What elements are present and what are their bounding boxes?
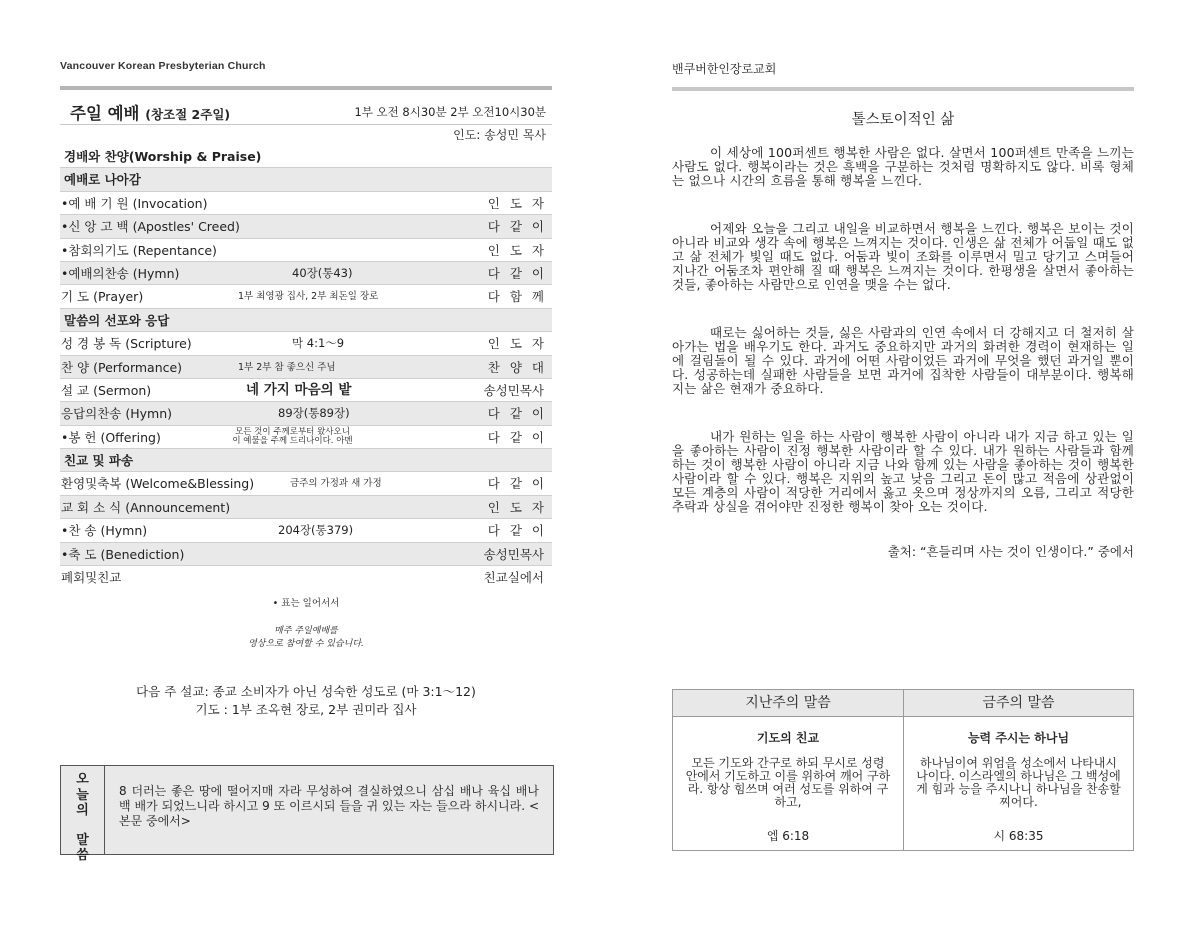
order-item: [60, 472, 552, 495]
last-week-verse: [673, 690, 904, 850]
service-subtitle: (창조절 2주일): [145, 107, 231, 122]
order-item-name: 경배와 찬양(Worship & Praise): [64, 149, 262, 164]
essay-paragraph: 내가 원하는 일을 하는 사람이 행복한 사람이 아니라 내가 지금 하고 있는 일을 좋아하는 사람이 진정 행복한 사람이라 할 수 있다. 내가 원하는 사람들과 함께 하는 것이 행복한 사람이 아니라 지금 나와 함께 있는 사람을 좋아하는 것이 행복한 사람이라 할 수 있다. 행복은 지위의 높고 낮음 그리고 돈이 많고 적음에 상관없이 모든 계층의 사람이 적당한 거리에서 옳고 옷으며 정상까지의 오름, 그리고 적당한 추락과 상실을 겪어야만 진정한 행복이 찾아 오는 것이다.: [672, 429, 1134, 514]
header-rule: [60, 86, 552, 90]
order-section: [60, 309, 552, 332]
order-item-leader: 다같이: [487, 429, 554, 445]
last-week-title: 기도의 친교: [756, 731, 820, 745]
today-word-label-char: 의: [76, 803, 89, 818]
order-item-leader: 인도자: [487, 195, 554, 211]
order-item-detail: 네 가지 마음의 밭: [246, 381, 352, 398]
order-item-name: •예 배 기 원 (Invocation): [61, 195, 208, 211]
order-item-name: 성 경 봉 독 (Scripture): [61, 336, 192, 352]
order-item-detail: 40장(통43): [292, 265, 353, 280]
header-rule: [672, 87, 1134, 91]
right-page: [672, 60, 1134, 843]
order-item-leader: 인도자: [487, 242, 554, 258]
order-item-name: 설 교 (Sermon): [61, 382, 152, 398]
order-section: [60, 449, 552, 472]
order-item: [60, 239, 552, 262]
service-title-text: 주일 예배: [70, 104, 140, 123]
today-word-label-char: 말: [76, 832, 89, 848]
stand-note: • 표는 일어서서: [272, 598, 340, 610]
church-name-ko: 밴쿠버한인장로교회: [672, 62, 777, 76]
order-item: [60, 519, 552, 542]
order-item: [60, 215, 552, 238]
order-item-name: •봉 헌 (Offering): [61, 429, 161, 445]
last-week-ref: 엡 6:18: [766, 829, 810, 843]
order-item-detail: 204장(통379): [278, 523, 354, 538]
order-item-name: •축 도 (Benediction): [61, 546, 185, 562]
order-item-name: 기 도 (Prayer): [61, 289, 144, 305]
service-times: 1부 오전 8시30분 2부 오전10시30분: [354, 105, 546, 119]
order-item-leader: 다같이: [487, 219, 554, 235]
order-item: [60, 402, 552, 425]
order-item-name: 환영및축복 (Welcome&Blessing): [61, 476, 255, 492]
order-item: [60, 356, 552, 379]
order-item-name: 예배로 나아감: [64, 172, 141, 188]
service-header: [60, 98, 552, 125]
essay-paragraph: 이 세상에 100퍼센트 행복한 사람은 없다. 살면서 100퍼센트 만족을 느끼는 사람도 없다. 행복이라는 것은 흑백을 구분하는 것처럼 명확하지도 않다. 비록 형체는 없으나 시간의 흐름을 통해 행복을 느낀다.: [672, 145, 1134, 188]
online-note-line: 매주 주일예배를: [274, 626, 338, 637]
order-item-name: 응답의찬송 (Hymn): [61, 406, 172, 422]
order-item-leader: 다같이: [487, 476, 554, 492]
order-item-name: •참회의기도 (Repentance): [61, 242, 217, 258]
order-item-detail: 막 4:1～9: [292, 336, 345, 351]
order-item-name: 교 회 소 식 (Announcement): [61, 499, 231, 515]
next-week-info: [60, 683, 552, 719]
church-name-en: Vancouver Korean Presbyterian Church: [60, 60, 266, 72]
order-section: [60, 145, 552, 168]
order-item-name: 말씀의 선포와 응답: [64, 312, 170, 328]
this-week-verse: [904, 690, 1133, 850]
essay-paragraph: 어제와 오늘을 그리고 내일을 비교하면서 행복을 느낀다. 행복은 보이는 것이 아니라 비교와 생각 속에 행복은 느껴지는 것이다. 인생은 삶 전체가 어둡일 때도 없고 삶 전체가 빛일 때도 없다. 어둠과 빛이 조화를 이루면서 밀고 당기고 스며들어 지나간 어둠조차 편안해 질 때 행복은 느껴지는 것이다. 한평생을 살면서 좋아하는 것들, 좋아하는 사람만으로 인연을 맺을 수는 없다.: [672, 221, 1134, 292]
order-item-name: •신 앙 고 백 (Apostles' Creed): [61, 219, 240, 235]
essay-paragraph: 때로는 싫어하는 것들, 싫은 사람과의 인연 속에서 더 강해지고 더 철저히 살아가는 법을 배우기도 한다. 과거도 중요하지만 과거의 화려한 경력이 현재하는 일에 걸림돌이 될 수 있다. 과거에 어떤 사람이었든 과거에 무엇을 했던 과거일 뿐이다. 성공하는데 실패한 사람들을 보면 과거에 집착한 사람들이 대부분이다. 행복해지는 삶은 현재가 중요하다.: [672, 325, 1134, 396]
offering-prayer-line: 이 예물을 주께 드리나이다. 아멘: [232, 436, 353, 447]
order-item-leader: 송성민목사: [483, 382, 544, 398]
next-prayer: 기도 : 1부 조옥현 장로, 2부 권미라 집사: [195, 702, 417, 718]
today-word-label-text: [61, 772, 104, 864]
this-week-body: 하나님이여 위엄을 성소에서 나타내시나이다. 이스라엘의 하나님은 그 백성에게 힘과 능을 주시나니 하나님을 찬송할찌어다.: [916, 756, 1121, 809]
order-item: [60, 262, 552, 285]
order-item: [60, 543, 552, 566]
order-item: [60, 379, 552, 402]
order-item-detail: 1부 최영광 집사, 2부 최돈일 장로: [238, 291, 379, 303]
order-section: [60, 168, 552, 191]
order-item-leader: 친교실에서: [483, 570, 544, 586]
order-item: [60, 332, 552, 355]
online-note-line: 영상으로 참여할 수 있습니다.: [248, 639, 364, 650]
service-leader: 인도: 송성민 목사: [453, 128, 546, 142]
essay-title: 톨스토이적인 삶: [851, 112, 955, 128]
offering-prayer-line: 모든 것이 주께로부터 왔사오니: [235, 426, 350, 437]
offering-prayer: [230, 428, 355, 447]
order-item: [60, 192, 552, 215]
order-item-leader: 다같이: [487, 265, 554, 281]
today-word-text: 8 더러는 좋은 땅에 떨어지매 자라 무성하여 결실하였으니 삼십 배나 육십 배나 백 배가 되었느니라 하시고 9 또 이르시되 들을 귀 있는 자는 들으라 하시니라. <본문 중에서>: [119, 784, 539, 828]
this-week-ref: 시 68:35: [993, 829, 1044, 843]
today-word-label-char: 늘: [76, 787, 89, 803]
online-note: [60, 625, 552, 651]
service-title: [70, 100, 230, 124]
order-item-leader: 인도자: [487, 336, 554, 352]
today-word-box: [60, 765, 554, 863]
order-item: [60, 496, 552, 519]
order-item-name: 찬 양 (Performance): [61, 359, 183, 375]
order-item: [60, 426, 552, 449]
order-item-name: 친교 및 파송: [64, 453, 134, 469]
order-item-note: 금주의 가정과 새 가정: [290, 478, 382, 490]
last-week-header: 지난주의 말씀: [673, 690, 903, 717]
order-item-leader: 다함께: [487, 289, 554, 305]
order-item-leader: 송성민목사: [483, 546, 544, 562]
essay-source: 출처: “흔들리며 사는 것이 인생이다.” 중에서: [887, 544, 1134, 559]
today-word-label-char: 씀: [76, 848, 89, 863]
next-sermon: 다음 주 설교: 종교 소비자가 아닌 성숙한 성도로 (마 3:1～12): [136, 684, 476, 700]
order-item-leader: 다같이: [487, 523, 554, 539]
order-of-worship: [60, 145, 552, 589]
left-page: [60, 60, 554, 863]
today-word-label-char: 오: [76, 772, 89, 787]
order-item-leader: 다같이: [487, 406, 554, 422]
order-item: [60, 285, 552, 308]
order-item-name: •찬 송 (Hymn): [61, 523, 148, 539]
order-item-name: •예배의찬송 (Hymn): [61, 265, 180, 281]
today-word-label: [61, 766, 105, 863]
order-item-detail: 1부 2부 참 좋으신 주님: [238, 361, 336, 373]
verse-table: [672, 689, 1134, 851]
order-item-leader: 인도자: [487, 499, 554, 515]
order-item-detail: 89장(통89장): [278, 406, 350, 421]
order-item: [60, 566, 552, 589]
order-item-name: 폐회및친교: [61, 570, 122, 586]
last-week-body: 모든 기도와 간구로 하되 무시로 성령 안에서 기도하고 이를 위하여 깨어 구하라. 항상 힘쓰며 여러 성도를 위하여 구하고,: [685, 756, 891, 809]
this-week-header: 금주의 말씀: [904, 690, 1133, 717]
order-item-leader: 찬양대: [487, 359, 554, 375]
this-week-title: 능력 주시는 하나님: [967, 731, 1070, 745]
